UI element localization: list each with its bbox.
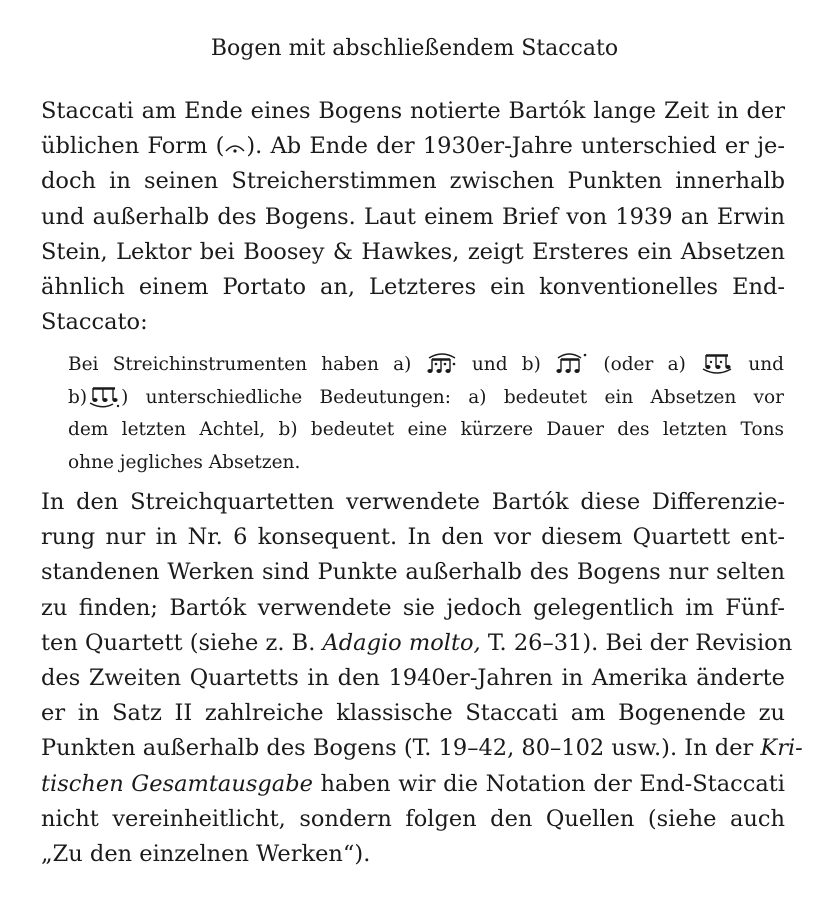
letter-quote [68, 349, 784, 479]
text-line: rung nur in Nr. 6 konsequent. In den vor diesem Quartett ent- [41, 524, 785, 551]
paragraph-main [41, 485, 803, 872]
text-line: In den Streichquartetten verwendete Bartók diese Differenzie- [41, 489, 785, 515]
three-eighth-notes-dots-inside-slur-stems-up-icon [426, 351, 458, 375]
text-line: Staccati am Ende eines Bogens notierte Bartók lange Zeit in der [41, 98, 785, 124]
three-eighth-notes-dots-inside-slur-stems-down-icon [700, 351, 734, 375]
text-line [41, 626, 793, 661]
text-line: zu finden; Bartók verwendete sie jedoch gelegentlich im Fünf- [41, 594, 785, 621]
quote-line [68, 349, 784, 382]
text-fragment: und [748, 354, 785, 375]
text-fragment: Bei Streichinstrumenten haben a) [68, 354, 412, 375]
text-line: Staccato: [41, 309, 148, 336]
text-fragment: haben wir die Notation der End-Staccati [320, 770, 785, 797]
text-fragment: und b) [471, 354, 541, 375]
paragraph-intro [41, 94, 785, 340]
text-fragment: Punkten außerhalb des Bogens (T. 19–42, 80–102 usw.). In der [41, 735, 754, 762]
text-fragment: ten Quartett (siehe z. B. [41, 629, 316, 656]
text-fragment: üblichen Form ( [41, 133, 225, 160]
text-line: des Zweiten Quartetts in den 1940er-Jahren in Amerika änderte [41, 664, 785, 691]
text-line: „Zu den einzelnen Werken“). [41, 840, 371, 867]
text-fragment: ). Ab Ende der 1930er-Jahre unterschied er je- [246, 133, 785, 160]
italic-title: Kri- [760, 735, 803, 762]
text-line: doch in seinen Streicherstimmen zwischen Punkten innerhalb [41, 168, 785, 195]
quote-line: dem letzten Achtel, b) bedeutet eine kürzere Dauer des letzten Tons [68, 419, 784, 440]
text-fragment: ) unterschiedliche Bedeutungen: a) bedeutet ein Absetzen vor [121, 386, 784, 408]
quote-line: ohne jegliches Absetzen. [68, 451, 301, 473]
italic-title: tischen Gesamtausgabe [41, 770, 313, 797]
text-line: er in Satz II zahlreiche klassische Staccati am Bogenende zu [41, 700, 785, 727]
section-heading: Bogen mit abschließendem Staccato [210, 36, 619, 61]
text-fragment: (oder a) [603, 354, 686, 375]
text-line: ähnlich einem Portato an, Letzteres ein konventionelles End- [41, 273, 785, 300]
text-fragment: T. 26–31). Bei der Revision [487, 629, 793, 656]
three-eighth-notes-dot-outside-slur-stems-down-icon [87, 384, 121, 408]
text-line: Stein, Lektor bei Boosey & Hawkes, zeigt Ersteres ein Absetzen [41, 238, 785, 265]
text-line: standenen Werken sind Punkte außerhalb des Bogens nur selten [41, 559, 785, 586]
text-line [41, 767, 785, 802]
text-line [41, 731, 803, 766]
text-line: und außerhalb des Bogens. Laut einem Brief von 1939 an Erwin [41, 203, 785, 230]
text-line: nicht vereinheitlicht, sondern folgen den Quellen (siehe auch [41, 805, 785, 832]
italic-title: Adagio molto, [322, 629, 481, 656]
text-fragment: b) [68, 386, 88, 408]
text-line [41, 129, 785, 164]
slur-with-dot-icon [224, 140, 246, 154]
quote-line [68, 382, 784, 415]
three-eighth-notes-dot-outside-slur-stems-up-icon [555, 351, 589, 375]
